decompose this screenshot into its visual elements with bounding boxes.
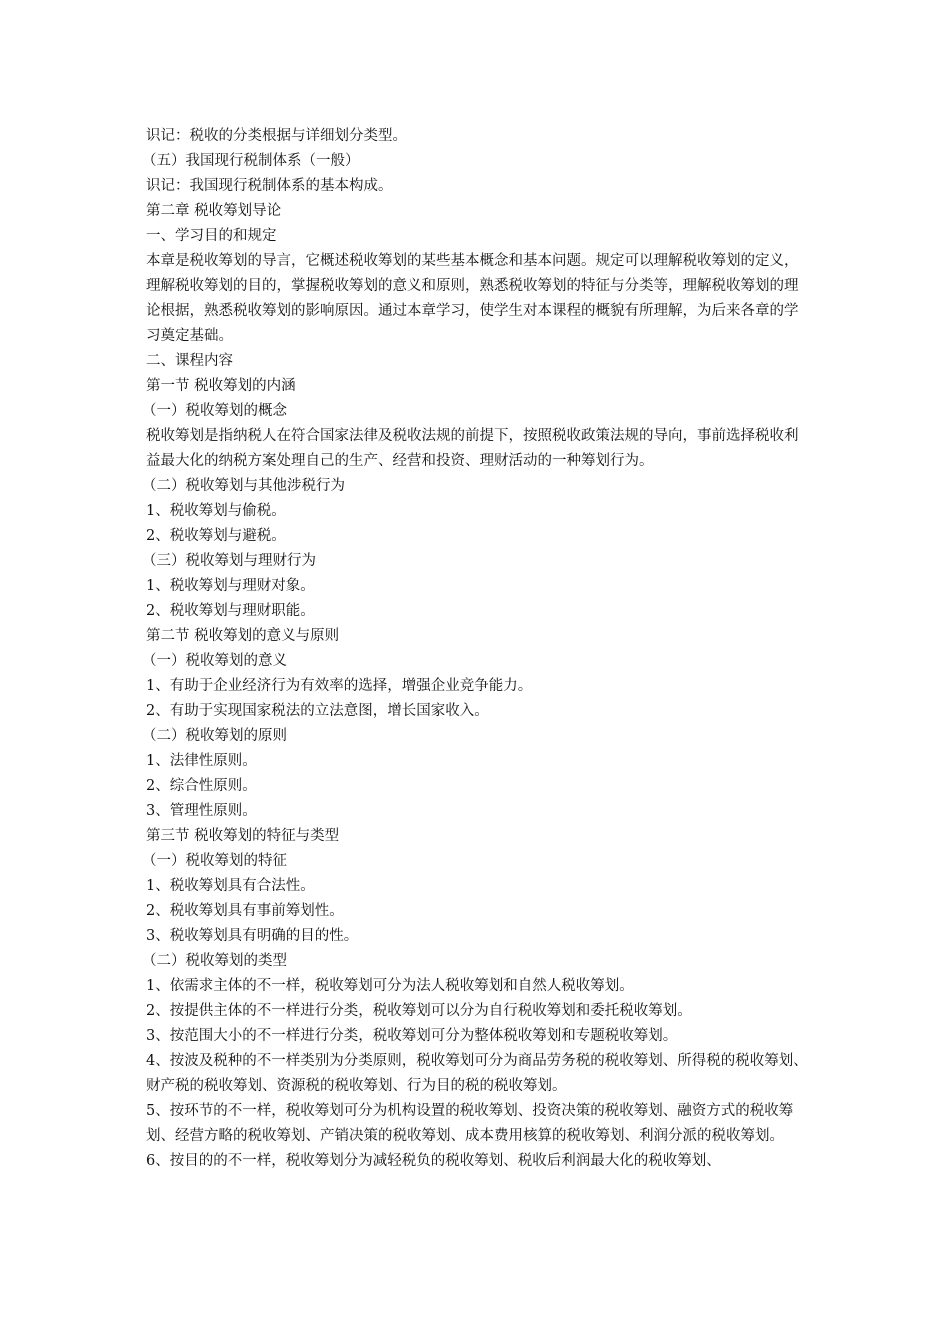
- section-heading: 第二节 税收筹划的意义与原则: [146, 628, 340, 644]
- list-item: 2、有助于实现国家税法的立法意图，增长国家收入。: [146, 703, 489, 719]
- list-item: 2、税收筹划与理财职能。: [146, 603, 315, 619]
- list-item: 2、税收筹划具有事前筹划性。: [146, 903, 344, 919]
- subsection-heading: （一）税收筹划的特征: [142, 853, 287, 869]
- list-item: 2、综合性原则。: [146, 778, 257, 794]
- document-body: [142, 124, 810, 1174]
- subsection-heading: （二）税收筹划的原则: [142, 728, 287, 744]
- chapter-heading: 第二章 税收筹划导论: [146, 203, 282, 219]
- subsection-heading: （一）税收筹划的概念: [142, 403, 287, 419]
- subsection-heading: （二）税收筹划与其他涉税行为: [142, 478, 345, 494]
- list-item: 2、按提供主体的不一样进行分类，税收筹划可以分为自行税收筹划和委托税收筹划。: [146, 1003, 692, 1019]
- list-item: 5、按环节的不一样，税收筹划可分为机构设置的税收筹划、投资决策的税收筹划、融资方式的税收筹划、经营方略的税收筹划、产销决策的税收筹划、成本费用核算的税收筹划、利润分派的税收筹划。: [146, 1103, 794, 1144]
- subsection-heading: （一）税收筹划的意义: [142, 653, 287, 669]
- list-item: 3、管理性原则。: [146, 803, 257, 819]
- section-heading: 第一节 税收筹划的内涵: [146, 378, 296, 394]
- list-item: 1、税收筹划与理财对象。: [146, 578, 315, 594]
- section-heading: 一、学习目的和规定: [146, 228, 277, 244]
- list-item: 2、税收筹划与避税。: [146, 528, 286, 544]
- list-item: 1、法律性原则。: [146, 753, 257, 769]
- list-item: 1、税收筹划具有合法性。: [146, 878, 315, 894]
- list-item: 4、按波及税种的不一样类别为分类原则，税收筹划可分为商品劳务税的税收筹划、所得税的税收筹划、财产税的税收筹划、资源税的税收筹划、行为目的税的税收筹划。: [146, 1053, 808, 1094]
- subsection-heading: （三）税收筹划与理财行为: [142, 553, 316, 569]
- list-item: 1、有助于企业经济行为有效率的选择，增强企业竞争能力。: [146, 678, 533, 694]
- text-line: 识记：我国现行税制体系的基本构成。: [146, 178, 393, 194]
- list-item: 1、税收筹划与偷税。: [146, 503, 286, 519]
- paragraph: 税收筹划是指纳税人在符合国家法律及税收法规的前提下，按照税收政策法规的导向，事前选择税收利益最大化的纳税方案处理自己的生产、经营和投资、理财活动的一种筹划行为。: [146, 428, 799, 469]
- paragraph: 本章是税收筹划的导言，它概述税收筹划的某些基本概念和基本问题。规定可以理解税收筹划的定义，理解税收筹划的目的，掌握税收筹划的意义和原则，熟悉税收筹划的特征与分类等，理解税收筹划的理论根据，熟悉税收筹划的影响原因。通过本章学习，使学生对本课程的概貌有所理解，为后来各章的学习奠定基础。: [146, 253, 799, 344]
- list-item: 3、按范围大小的不一样进行分类，税收筹划可分为整体税收筹划和专题税收筹划。: [146, 1028, 678, 1044]
- text-line: 识记：税收的分类根据与详细划分类型。: [146, 128, 407, 144]
- list-item: 3、税收筹划具有明确的目的性。: [146, 928, 359, 944]
- subsection-heading: （二）税收筹划的类型: [142, 953, 287, 969]
- list-item: 1、依需求主体的不一样，税收筹划可分为法人税收筹划和自然人税收筹划。: [146, 978, 634, 994]
- list-item: 6、按目的的不一样，税收筹划分为减轻税负的税收筹划、税收后利润最大化的税收筹划、: [146, 1153, 721, 1169]
- section-heading: 二、课程内容: [146, 353, 233, 369]
- section-heading: 第三节 税收筹划的特征与类型: [146, 828, 340, 844]
- subsection-heading: （五）我国现行税制体系（一般）: [142, 153, 360, 169]
